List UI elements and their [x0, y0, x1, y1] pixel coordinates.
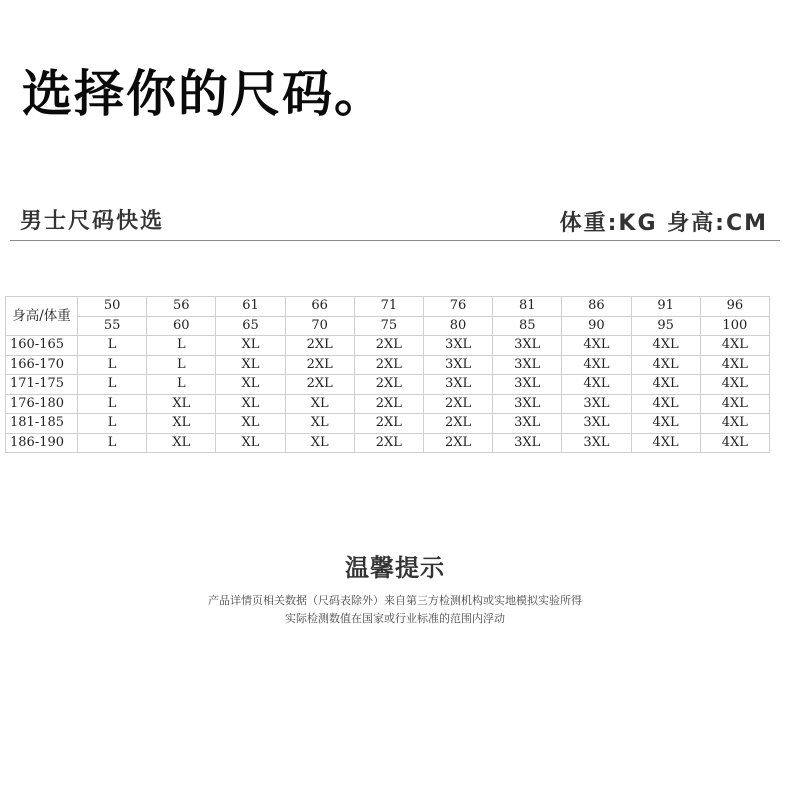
size-cell: L [78, 375, 147, 395]
size-cell: 3XL [423, 375, 492, 395]
tips-title: 温馨提示 [345, 554, 445, 582]
size-cell: 4XL [700, 433, 769, 453]
size-cell: 2XL [285, 336, 354, 356]
size-cell: 2XL [285, 355, 354, 375]
section-header [10, 198, 780, 241]
table-row [6, 433, 770, 453]
size-cell: XL [216, 394, 285, 414]
size-cell: 3XL [493, 414, 562, 434]
size-table [5, 296, 770, 453]
size-cell: 3XL [493, 394, 562, 414]
size-cell: L [147, 375, 216, 395]
size-cell: 4XL [631, 414, 700, 434]
size-cell: 3XL [493, 375, 562, 395]
size-cell: L [147, 336, 216, 356]
size-cell: 2XL [423, 414, 492, 434]
table-row [6, 394, 770, 414]
size-cell: 4XL [631, 355, 700, 375]
size-cell: XL [216, 375, 285, 395]
size-cell: L [78, 414, 147, 434]
weight-to-cell: 100 [700, 316, 769, 336]
size-cell: XL [285, 414, 354, 434]
weight-to-cell: 65 [216, 316, 285, 336]
size-cell: XL [285, 433, 354, 453]
weight-from-cell: 56 [147, 297, 216, 317]
page-title: 选择你的尺码。 [22, 65, 386, 123]
size-cell: XL [285, 394, 354, 414]
size-cell: XL [147, 433, 216, 453]
size-cell: 2XL [354, 433, 423, 453]
weight-from-cell: 96 [700, 297, 769, 317]
size-cell: 2XL [354, 394, 423, 414]
size-cell: 4XL [562, 336, 631, 356]
height-cell: 181-185 [6, 414, 78, 434]
height-cell: 160-165 [6, 336, 78, 356]
size-cell: 4XL [700, 414, 769, 434]
size-cell: L [147, 355, 216, 375]
size-cell: 3XL [423, 355, 492, 375]
weight-from-cell: 76 [423, 297, 492, 317]
size-cell: 2XL [354, 355, 423, 375]
size-cell: 2XL [423, 433, 492, 453]
size-cell: 2XL [423, 394, 492, 414]
height-cell: 186-190 [6, 433, 78, 453]
size-cell: XL [147, 394, 216, 414]
size-cell: 2XL [285, 375, 354, 395]
table-row [6, 375, 770, 395]
size-cell: L [78, 433, 147, 453]
size-cell: 4XL [631, 433, 700, 453]
corner-header: 身高/体重 [6, 297, 78, 336]
size-cell: XL [216, 355, 285, 375]
weight-from-cell: 91 [631, 297, 700, 317]
weight-to-cell: 80 [423, 316, 492, 336]
weight-to-cell: 90 [562, 316, 631, 336]
size-cell: 3XL [423, 336, 492, 356]
size-cell: 2XL [354, 336, 423, 356]
height-cell: 171-175 [6, 375, 78, 395]
size-table-body [6, 297, 770, 453]
weight-to-cell: 75 [354, 316, 423, 336]
table-row [6, 336, 770, 356]
size-cell: XL [216, 414, 285, 434]
weight-from-cell: 71 [354, 297, 423, 317]
weight-from-cell: 66 [285, 297, 354, 317]
weight-from-cell: 86 [562, 297, 631, 317]
size-cell: 3XL [493, 433, 562, 453]
size-cell: 3XL [562, 433, 631, 453]
size-cell: 4XL [700, 355, 769, 375]
weight-to-cell: 60 [147, 316, 216, 336]
height-cell: 166-170 [6, 355, 78, 375]
weight-to-cell: 70 [285, 316, 354, 336]
height-cell: 176-180 [6, 394, 78, 414]
size-cell: 2XL [354, 414, 423, 434]
size-cell: L [78, 394, 147, 414]
size-cell: 3XL [562, 414, 631, 434]
size-cell: 4XL [562, 375, 631, 395]
units-label: 体重:KG 身高:CM [559, 211, 768, 236]
weight-to-cell: 85 [493, 316, 562, 336]
size-cell: L [78, 355, 147, 375]
size-cell: 2XL [354, 375, 423, 395]
weight-from-cell: 81 [493, 297, 562, 317]
size-cell: XL [216, 336, 285, 356]
size-cell: 4XL [700, 394, 769, 414]
size-cell: 4XL [631, 336, 700, 356]
size-cell: 4XL [631, 394, 700, 414]
size-cell: L [78, 336, 147, 356]
tips-line-1: 产品详情页相关数据（尺码表除外）来自第三方检测机构或实地模拟实验所得 [208, 594, 582, 607]
size-cell: 3XL [493, 336, 562, 356]
size-cell: XL [216, 433, 285, 453]
table-row [6, 414, 770, 434]
size-cell: 3XL [493, 355, 562, 375]
weight-header-row-top [6, 297, 770, 317]
size-cell: 4XL [700, 375, 769, 395]
weight-to-cell: 55 [78, 316, 147, 336]
size-cell: 4XL [631, 375, 700, 395]
size-cell: 4XL [562, 355, 631, 375]
section-title: 男士尺码快选 [20, 209, 165, 234]
size-cell: 3XL [562, 394, 631, 414]
weight-to-cell: 95 [631, 316, 700, 336]
tips-line-2: 实际检测数值在国家或行业标准的范围内浮动 [285, 612, 505, 625]
size-cell: XL [147, 414, 216, 434]
weight-from-cell: 50 [78, 297, 147, 317]
weight-header-row-bottom [6, 316, 770, 336]
size-cell: 4XL [700, 336, 769, 356]
weight-from-cell: 61 [216, 297, 285, 317]
table-row [6, 355, 770, 375]
